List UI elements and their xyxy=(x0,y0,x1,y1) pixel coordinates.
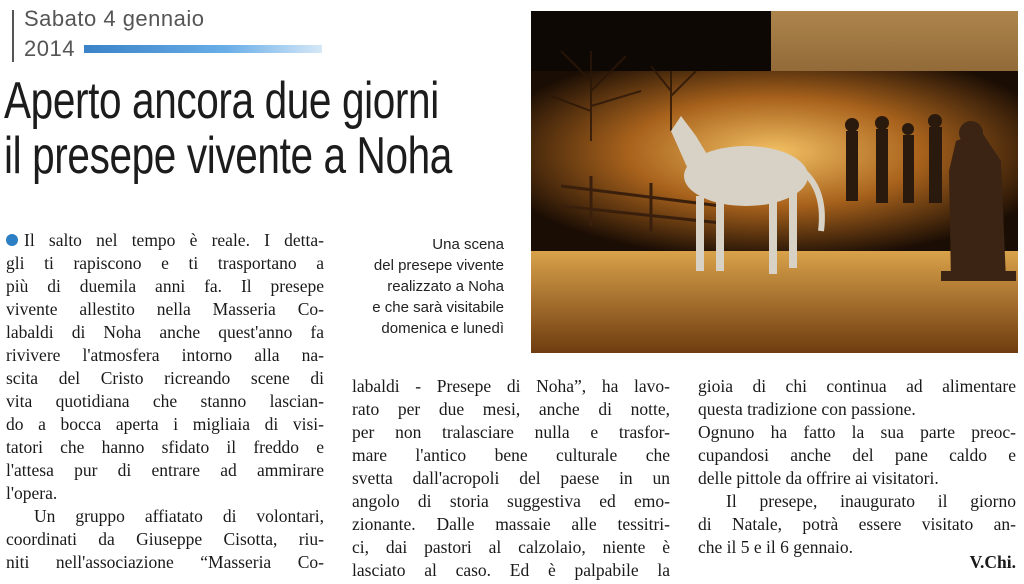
caption-line: Una scena xyxy=(432,236,504,253)
text-line: rato per due mesi, anche di notte, xyxy=(352,399,670,419)
nativity-scene-photo xyxy=(531,11,1018,353)
caption-line: domenica e lunedì xyxy=(381,320,504,337)
text-line: niti nell'associazione “Masseria Co- xyxy=(6,552,324,572)
headline-line-2: il presepe vivente a Noha xyxy=(4,127,452,185)
photo-caption xyxy=(352,234,504,339)
text-line: zionante. Dalle massaie alle tessitri- xyxy=(352,514,670,534)
caption-line: del presepe vivente xyxy=(373,257,504,274)
text-line: scita del Cristo ricreando scene di xyxy=(6,368,324,388)
caption-line: e che sarà visitabile xyxy=(372,299,504,316)
text-line: labaldi di Noha anche quest'anno fa xyxy=(6,322,324,342)
dateline-year: 2014 xyxy=(24,36,75,61)
text-line: l'opera. xyxy=(6,483,58,503)
text-line: l'attesa pur di entrare ad ammirare xyxy=(6,460,324,480)
article-column-1 xyxy=(6,229,324,574)
text-line: vivente allestito nella Masseria Co- xyxy=(6,299,324,319)
text-line: per non tralasciare nulla e trasfor- xyxy=(352,422,670,442)
text-line: delle pittole da offrire ai visitatori. xyxy=(698,468,939,488)
text-line: do a bocca aperta i migliaia di visi- xyxy=(6,414,324,434)
text-line: di Natale, potrà essere visitato an- xyxy=(698,514,1016,534)
text-line: mare l'antico bene culturale che xyxy=(352,445,670,465)
text-line: angolo di storia suggestiva ed emo- xyxy=(352,491,670,511)
dateline xyxy=(6,4,326,62)
text-line: rivivere l'atmosfera intorno alla na- xyxy=(6,345,324,365)
article-column-2 xyxy=(352,375,670,582)
caption-line: realizzato a Noha xyxy=(387,278,504,295)
text-line: lasciato al caso. Ed è palpabile la xyxy=(352,560,670,580)
dateline-bar xyxy=(12,10,14,62)
dateline-rule xyxy=(84,45,322,53)
headline-line-1: Aperto ancora due giorni xyxy=(4,72,439,130)
text-line: questa tradizione con passione. xyxy=(698,399,916,419)
text-line: più di duemila anni fa. Il presepe xyxy=(6,276,324,296)
text-line: cupandosi anche del pane caldo e xyxy=(698,445,1016,465)
article-headline xyxy=(4,72,452,185)
text-line: svetta dall'acropoli del paese in un xyxy=(352,468,670,488)
text-line: ci, dai pastori al calzolaio, niente è xyxy=(352,537,670,557)
text-line: labaldi - Presepe di Noha”, ha lavo- xyxy=(352,376,670,396)
author-signature: V.Chi. xyxy=(969,552,1016,572)
article-column-3 xyxy=(698,375,1016,559)
text-line: tatori che hanno sfidato il freddo e xyxy=(6,437,324,457)
text-line: Ognuno ha fatto la sua parte preoc- xyxy=(698,422,1016,442)
bullet-icon xyxy=(6,234,18,246)
text-line-content: Il salto nel tempo è reale. I detta- xyxy=(24,230,324,250)
text-line: gioia di chi continua ad alimentare xyxy=(698,376,1016,396)
text-line: Un gruppo affiatato di volontari, xyxy=(34,506,324,526)
dateline-day: Sabato 4 gennaio xyxy=(24,6,205,31)
text-line: vita quotidiana che stanno lascian- xyxy=(6,391,324,411)
text-line: gli ti rapiscono e ti trasportano a xyxy=(6,253,324,273)
photo-illustration xyxy=(531,11,1018,353)
text-line: Il presepe, inaugurato il giorno xyxy=(726,491,1016,511)
text-line: che il 5 e il 6 gennaio. xyxy=(698,537,854,557)
text-line xyxy=(6,229,324,252)
text-line: coordinati da Giuseppe Cisotta, riu- xyxy=(6,529,324,549)
